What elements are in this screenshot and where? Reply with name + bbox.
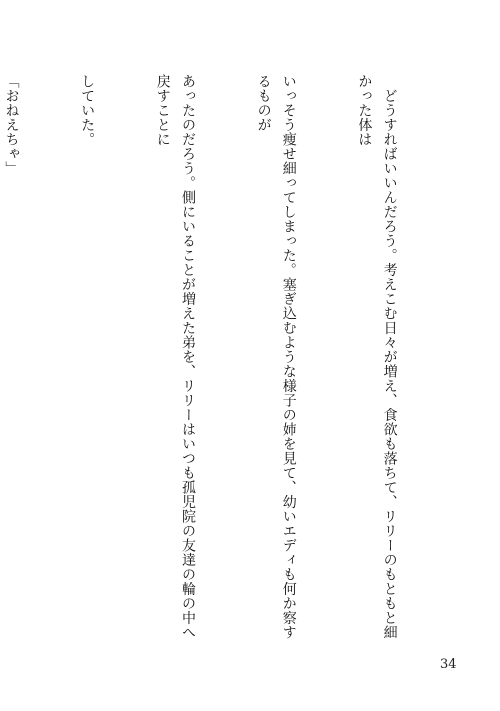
text-line-3: あったのだろう。側にいることが増えた弟を、リリーはいつも孤児院の友達の輪の中へ戻すことに (154, 74, 196, 640)
vertical-text-body (3, 74, 452, 644)
text-line-1: どうすればいいんだろう。考えこむ日々が増え、食欲も落ちて、リリーのもともと細かった体は (356, 74, 398, 640)
page-number: 34 (440, 657, 457, 672)
text-line-2: いっそう痩せ細ってしまった。塞ぎ込むような様子の姉を見て、幼いエディも何か察するものが (255, 74, 297, 640)
text-line-5: 「おねえちゃ」 (3, 74, 20, 176)
text-line-4: していた。 (79, 74, 96, 147)
